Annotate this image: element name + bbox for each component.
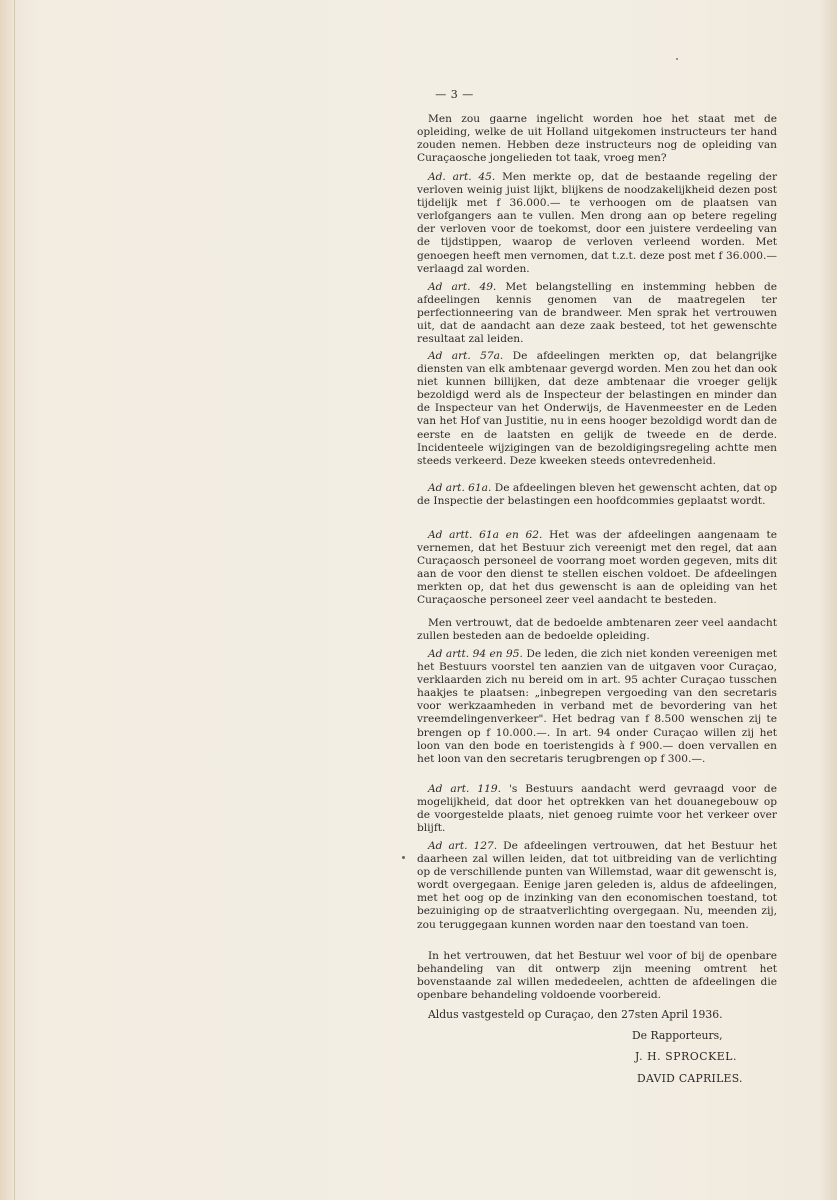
paragraph-text: Men merkte op, dat de bestaande regeling der verloven weinig juist lijkt, blijkens de noodzakelijkheid dezen post tijdelijk met f 36.000.— te verhoogen om de plaatsen van verlofgangers aan te vullen. Men drong aan op betere regeling der verloven voor de toekomst, door een juistere verdeeling van de tijdstippen, waarop de verloven verleend worden. Met genoegen heeft men vernomen, dat t.z.t. deze post met f 36.000.— verlaagd zal worden. [417,171,778,275]
paragraph-text: Men vertrouwt, dat de bedoelde ambtenaren zeer veel aandacht zullen besteden aan de bedoelde opleiding. [417,617,777,643]
article-ref: Ad art. 127. [428,840,498,852]
paragraph-text: Met belangstelling en instemming hebben de afdeelingen kennis genomen van de maatregelen ter perfectionneering van de brandweer. Men sprak het vertrouwen uit, dat de aandacht aan deze zaak besteed, tot het gewenschte resultaat zal leiden. [417,281,777,346]
signatory-name: J. H. SPROCKEL. [635,1050,738,1063]
paragraph-art-49 [417,281,777,346]
article-ref: Ad art. 119. [428,783,501,795]
page-number: — 3 — [435,88,474,101]
article-ref: Ad art. 61a. [428,482,492,494]
paragraph-art-45 [417,171,777,276]
signatory-name: DAVID CAPRILES. [637,1072,743,1085]
article-ref: Ad art. 49. [428,281,497,293]
paragraph-text: Het was der afdeelingen aangenaam te vernemen, dat het Bestuur zich vereenigt met den regel, dat aan Curaçaosch personeel de voorrang moet worden gegeven, mits dit aan de voor den dienst te stellen eischen voldoet. De afdeelingen merkten op, dat het dus gewenscht is aan de opleiding van het Curaçaosche personeel zeer veel aandacht te besteden. [417,529,777,607]
article-ref: Ad artt. 61a en 62. [428,529,543,541]
paragraph-opleiding [417,617,777,643]
paragraph-1 [417,113,777,165]
paragraph-text: 's Bestuurs aandacht werd gevraagd voor de mogelijkheid, dat door het optrekken van het douanegebouw op de voorgestelde plaats, niet genoeg ruimte voor het verkeer over blijft. [417,783,777,835]
article-ref: Ad. art. 45. [428,171,496,183]
paragraph-art-119 [417,783,777,835]
paragraph-artt-94-95 [417,648,777,766]
paragraph-text: De afdeelingen vertrouwen, dat het Bestuur het daarheen zal willen leiden, dat tot uitbreiding van de verlichting op de verschillende punten van Willemstad, waar dit gewenscht is, wordt overgegaan. Eenige jaren geleden is, aldus de afdeelingen, met het oog op de inzinking van den economischen toestand, tot bezuiniging op de straatverlichting overgegaan. Nu, meenden zij, zou teruggegaan kunnen worden naar den toestand van toen. [417,840,777,931]
margin-mark [402,856,405,859]
signatories-heading: De Rapporteurs, [632,1029,723,1042]
paragraph-text: De afdeelingen merkten op, dat belangrijke diensten van elk ambtenaar gevergd worden. Men zou het dan ook niet kunnen billijken, dat deze ambtenaar die vroeger gelijk bezoldigd werd als de Inspecteur der belastingen en minder dan de Inspecteur van het Onderwijs, de Havenmeester en de Leden van het Hof van Justitie, nu in eens hooger bezoldigd wordt dan de eerste en de laatsten en gelijk de tweede en de derde. Incidenteele wijzigingen van de bezoldigingsregeling achtte men steeds verkeerd. Deze kweeken steeds ontevredenheid. [417,350,777,467]
paragraph-text: Men zou gaarne ingelicht worden hoe het staat met de opleiding, welke de uit Holland uitgekomen instructeurs ter hand zouden nemen. Hebben deze instructeurs nog de opleiding van Curaçaosche jongelieden tot taak, vroeg men? [417,113,777,165]
paragraph-text: De afdeelingen bleven het gewenscht achten, dat op de Inspectie der belastingen een hoofdcommies geplaatst wordt. [417,482,777,508]
paragraph-art-57a [417,350,777,468]
closing-statement: Aldus vastgesteld op Curaçao, den 27sten April 1936. [428,1008,723,1021]
article-ref: Ad art. 57a. [428,350,504,362]
article-ref: Ad artt. 94 en 95. [428,648,523,660]
paragraph-art-127 [417,840,777,932]
paragraph-art-61a [417,482,777,508]
paragraph-text: In het vertrouwen, dat het Bestuur wel voor of bij de openbare behandeling van dit ontwerp zijn meening omtrent het bovenstaande zal willen mededeelen, achtten de afdeelingen die openbare behandeling voldoende voorbereid. [417,950,777,1002]
paragraph-closing-remarks [417,950,777,1002]
paragraph-artt-61a-62 [417,529,777,608]
paragraph-text: De leden, die zich niet konden vereenigen met het Bestuurs voorstel ten aanzien van de uitgaven voor Curaçao, verklaarden zich nu bereid om in art. 95 achter Curaçao tusschen haakjes te plaatsen: „inbegrepen vergoeding van den secretaris voor werkzaamheden in verband met de bevordering van het vreemdelingenverkeer". Het bedrag van f 8.500 wenschen zij te brengen op f 10.000.—. In art. 94 onder Curaçao willen zij het loon van den bode en toeristengids à f 900.— doen vervallen en het loon van den secretaris terugbrengen op f 300.—. [417,648,777,765]
